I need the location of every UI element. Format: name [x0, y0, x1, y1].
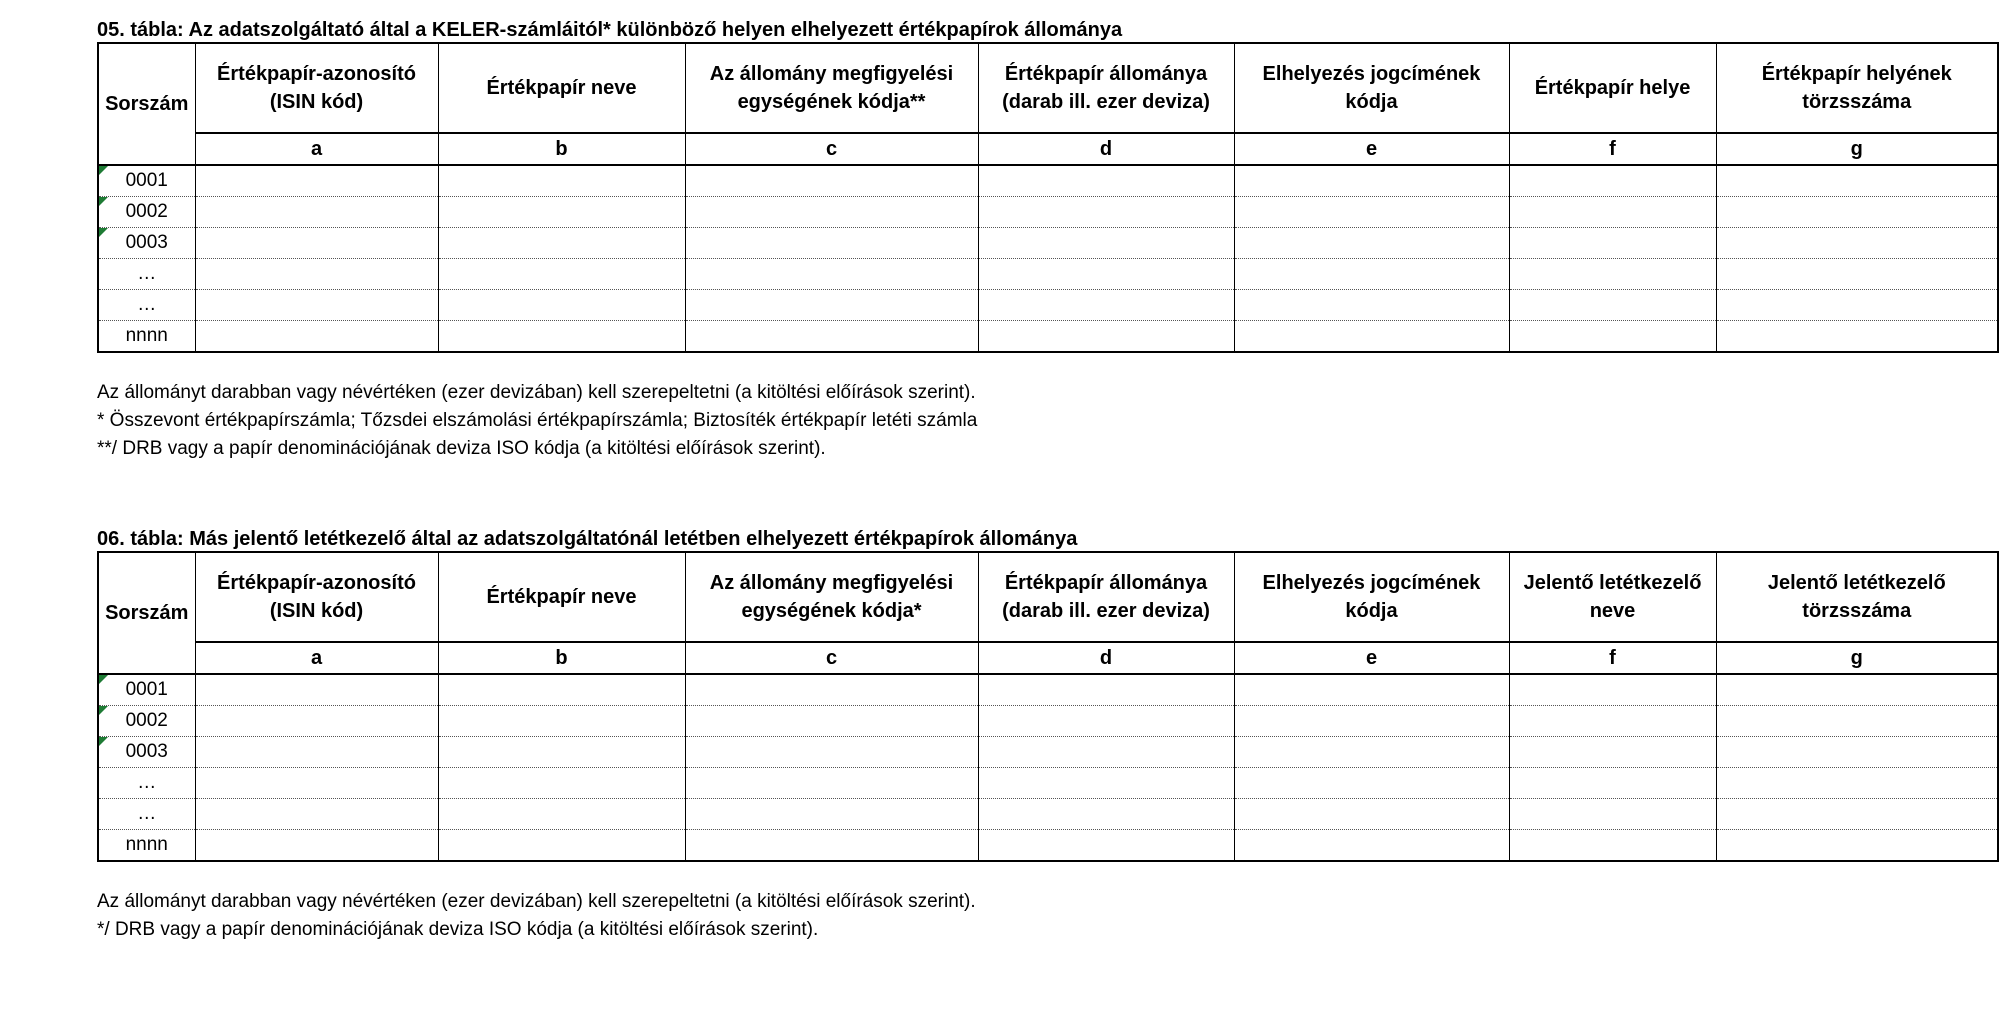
table-cell-a[interactable] — [195, 228, 438, 259]
row-number: 0001 — [125, 679, 168, 700]
row-number: nnnn — [125, 834, 168, 855]
row-number: 0003 — [125, 741, 168, 762]
row-number-cell — [98, 165, 195, 197]
table-cell-e[interactable] — [1234, 290, 1509, 321]
column-header-d: Értékpapír állománya (darab ill. ezer deviza) — [978, 552, 1234, 642]
column-letter-d: d — [978, 642, 1234, 674]
table-06-note: */ DRB vagy a papír denominációjának deviza ISO kódja (a kitöltési előírások szerint). — [97, 919, 819, 940]
table-cell-e[interactable] — [1234, 830, 1509, 862]
table-cell-a[interactable] — [195, 197, 438, 228]
row-number-cell — [98, 197, 195, 228]
table-05-title: 05. tábla: Az adatszolgáltató által a KELER-számláitól* különböző helyen elhelyezett értékpapírok állománya — [97, 19, 1123, 41]
table-05-note: **/ DRB vagy a papír denominációjának deviza ISO kódja (a kitöltési előírások szerint). — [97, 438, 826, 459]
table-cell-c[interactable] — [685, 768, 978, 799]
header-row — [98, 552, 1998, 642]
table-cell-c[interactable] — [685, 228, 978, 259]
table-cell-f[interactable] — [1509, 321, 1716, 353]
table-cell-f[interactable] — [1509, 799, 1716, 830]
table-cell-g[interactable] — [1716, 706, 1998, 737]
table-cell-e[interactable] — [1234, 197, 1509, 228]
table-cell-e[interactable] — [1234, 799, 1509, 830]
column-letter-f: f — [1509, 642, 1716, 674]
table-row — [98, 799, 1998, 830]
table-row — [98, 706, 1998, 737]
table-row — [98, 321, 1998, 353]
column-header-c: Az állomány megfigyelési egységének kódja* — [685, 552, 978, 642]
table-cell-d[interactable] — [978, 768, 1234, 799]
table-cell-d[interactable] — [978, 674, 1234, 706]
table-cell-d[interactable] — [978, 290, 1234, 321]
table-row — [98, 228, 1998, 259]
column-header-sorszam: Sorszám — [98, 43, 195, 165]
column-header-g: Jelentő letétkezelő törzsszáma — [1716, 552, 1998, 642]
table-cell-d[interactable] — [978, 830, 1234, 862]
comment-marker-icon — [99, 737, 108, 746]
table-cell-b[interactable] — [438, 830, 685, 862]
row-number: 0002 — [125, 710, 168, 731]
table-cell-a[interactable] — [195, 830, 438, 862]
table-cell-c[interactable] — [685, 165, 978, 197]
table-cell-d[interactable] — [978, 259, 1234, 290]
table-cell-b[interactable] — [438, 290, 685, 321]
table-row — [98, 737, 1998, 768]
column-letter-e: e — [1234, 642, 1509, 674]
comment-marker-icon — [99, 197, 108, 206]
table-cell-b[interactable] — [438, 197, 685, 228]
table-row — [98, 768, 1998, 799]
table-cell-g[interactable] — [1716, 830, 1998, 862]
table-cell-b[interactable] — [438, 228, 685, 259]
table-cell-g[interactable] — [1716, 674, 1998, 706]
table-cell-c[interactable] — [685, 674, 978, 706]
table-cell-a[interactable] — [195, 290, 438, 321]
comment-marker-icon — [99, 706, 108, 715]
table-cell-d[interactable] — [978, 321, 1234, 353]
table-cell-f[interactable] — [1509, 737, 1716, 768]
column-letter-d: d — [978, 133, 1234, 165]
row-number: … — [137, 803, 157, 824]
column-header-a: Értékpapír-azonosító (ISIN kód) — [195, 552, 438, 642]
table-cell-g[interactable] — [1716, 259, 1998, 290]
table-cell-f[interactable] — [1509, 259, 1716, 290]
table-row — [98, 197, 1998, 228]
table-cell-f[interactable] — [1509, 165, 1716, 197]
table-cell-g[interactable] — [1716, 799, 1998, 830]
row-number: … — [137, 263, 157, 284]
table-cell-g[interactable] — [1716, 197, 1998, 228]
table-cell-g[interactable] — [1716, 228, 1998, 259]
table-row — [98, 259, 1998, 290]
column-header-g: Értékpapír helyének törzsszáma — [1716, 43, 1998, 133]
table-06 — [97, 551, 1999, 862]
column-letter-b: b — [438, 642, 685, 674]
table-06-note: Az állományt darabban vagy névértéken (ezer devizában) kell szerepeltetni (a kitöltési előírások szerint). — [97, 891, 976, 912]
column-letter-g: g — [1716, 133, 1998, 165]
table-cell-c[interactable] — [685, 737, 978, 768]
column-header-a: Értékpapír-azonosító (ISIN kód) — [195, 43, 438, 133]
table-row — [98, 830, 1998, 862]
table-cell-c[interactable] — [685, 799, 978, 830]
column-letter-row — [98, 642, 1998, 674]
header-row — [98, 43, 1998, 133]
table-cell-a[interactable] — [195, 768, 438, 799]
table-cell-b[interactable] — [438, 321, 685, 353]
column-header-b: Értékpapír neve — [438, 552, 685, 642]
table-cell-e[interactable] — [1234, 737, 1509, 768]
row-number: nnnn — [125, 325, 168, 346]
row-number: … — [137, 294, 157, 315]
table-06-title: 06. tábla: Más jelentő letétkezelő által az adatszolgáltatónál letétben elhelyezett értékpapírok állománya — [97, 528, 1078, 550]
row-number-cell — [98, 674, 195, 706]
column-header-c: Az állomány megfigyelési egységének kódja** — [685, 43, 978, 133]
table-cell-g[interactable] — [1716, 165, 1998, 197]
column-letter-e: e — [1234, 133, 1509, 165]
column-letter-a: a — [195, 642, 438, 674]
column-header-f: Jelentő letétkezelő neve — [1509, 552, 1716, 642]
table-cell-d[interactable] — [978, 165, 1234, 197]
table-cell-a[interactable] — [195, 259, 438, 290]
row-number-cell — [98, 290, 195, 321]
table-cell-e[interactable] — [1234, 321, 1509, 353]
table-cell-e[interactable] — [1234, 706, 1509, 737]
table-row — [98, 290, 1998, 321]
column-letter-a: a — [195, 133, 438, 165]
table-06-notes — [97, 888, 1997, 944]
column-letter-row — [98, 133, 1998, 165]
table-cell-f[interactable] — [1509, 197, 1716, 228]
table-cell-b[interactable] — [438, 768, 685, 799]
table-cell-g[interactable] — [1716, 321, 1998, 353]
table-cell-f[interactable] — [1509, 706, 1716, 737]
table-06-section — [97, 527, 1997, 944]
table-cell-f[interactable] — [1509, 290, 1716, 321]
table-cell-c[interactable] — [685, 706, 978, 737]
table-row — [98, 674, 1998, 706]
table-cell-a[interactable] — [195, 706, 438, 737]
table-cell-f[interactable] — [1509, 674, 1716, 706]
column-letter-c: c — [685, 642, 978, 674]
row-number-cell — [98, 706, 195, 737]
column-letter-g: g — [1716, 642, 1998, 674]
table-cell-c[interactable] — [685, 830, 978, 862]
table-cell-g[interactable] — [1716, 768, 1998, 799]
row-number-cell — [98, 321, 195, 353]
row-number-cell — [98, 228, 195, 259]
table-cell-d[interactable] — [978, 799, 1234, 830]
table-05-section — [97, 18, 1997, 463]
table-cell-a[interactable] — [195, 321, 438, 353]
table-cell-g[interactable] — [1716, 737, 1998, 768]
table-cell-b[interactable] — [438, 737, 685, 768]
table-cell-a[interactable] — [195, 799, 438, 830]
table-05-note: * Összevont értékpapírszámla; Tőzsdei elszámolási értékpapírszámla; Biztosíték értékpapír letéti számla — [97, 410, 978, 431]
column-header-f: Értékpapír helye — [1509, 43, 1716, 133]
table-cell-d[interactable] — [978, 737, 1234, 768]
table-cell-b[interactable] — [438, 706, 685, 737]
row-number-cell — [98, 799, 195, 830]
row-number: 0001 — [125, 170, 168, 191]
column-header-e: Elhelyezés jogcímének kódja — [1234, 552, 1509, 642]
table-05-notes — [97, 379, 1997, 463]
row-number-cell — [98, 830, 195, 862]
table-cell-b[interactable] — [438, 259, 685, 290]
column-header-e: Elhelyezés jogcímének kódja — [1234, 43, 1509, 133]
table-05-note: Az állományt darabban vagy névértéken (ezer devizában) kell szerepeltetni (a kitöltési előírások szerint). — [97, 382, 976, 403]
table-cell-f[interactable] — [1509, 768, 1716, 799]
table-cell-c[interactable] — [685, 290, 978, 321]
table-cell-a[interactable] — [195, 737, 438, 768]
table-cell-g[interactable] — [1716, 290, 1998, 321]
table-cell-a[interactable] — [195, 674, 438, 706]
table-cell-e[interactable] — [1234, 165, 1509, 197]
table-cell-e[interactable] — [1234, 768, 1509, 799]
column-header-sorszam: Sorszám — [98, 552, 195, 674]
table-cell-e[interactable] — [1234, 674, 1509, 706]
table-cell-e[interactable] — [1234, 259, 1509, 290]
column-header-d: Értékpapír állománya (darab ill. ezer deviza) — [978, 43, 1234, 133]
row-number-cell — [98, 737, 195, 768]
table-05 — [97, 42, 1999, 353]
column-letter-f: f — [1509, 133, 1716, 165]
table-cell-f[interactable] — [1509, 830, 1716, 862]
table-cell-b[interactable] — [438, 165, 685, 197]
row-number: 0003 — [125, 232, 168, 253]
comment-marker-icon — [99, 166, 108, 175]
comment-marker-icon — [99, 228, 108, 237]
column-letter-c: c — [685, 133, 978, 165]
table-cell-d[interactable] — [978, 197, 1234, 228]
column-header-b: Értékpapír neve — [438, 43, 685, 133]
table-cell-b[interactable] — [438, 674, 685, 706]
table-cell-f[interactable] — [1509, 228, 1716, 259]
comment-marker-icon — [99, 675, 108, 684]
row-number: 0002 — [125, 201, 168, 222]
table-cell-b[interactable] — [438, 799, 685, 830]
row-number: … — [137, 772, 157, 793]
column-letter-b: b — [438, 133, 685, 165]
table-cell-c[interactable] — [685, 321, 978, 353]
table-cell-c[interactable] — [685, 259, 978, 290]
table-cell-a[interactable] — [195, 165, 438, 197]
table-row — [98, 165, 1998, 197]
row-number-cell — [98, 768, 195, 799]
table-cell-d[interactable] — [978, 228, 1234, 259]
table-cell-e[interactable] — [1234, 228, 1509, 259]
row-number-cell — [98, 259, 195, 290]
table-cell-d[interactable] — [978, 706, 1234, 737]
table-cell-c[interactable] — [685, 197, 978, 228]
